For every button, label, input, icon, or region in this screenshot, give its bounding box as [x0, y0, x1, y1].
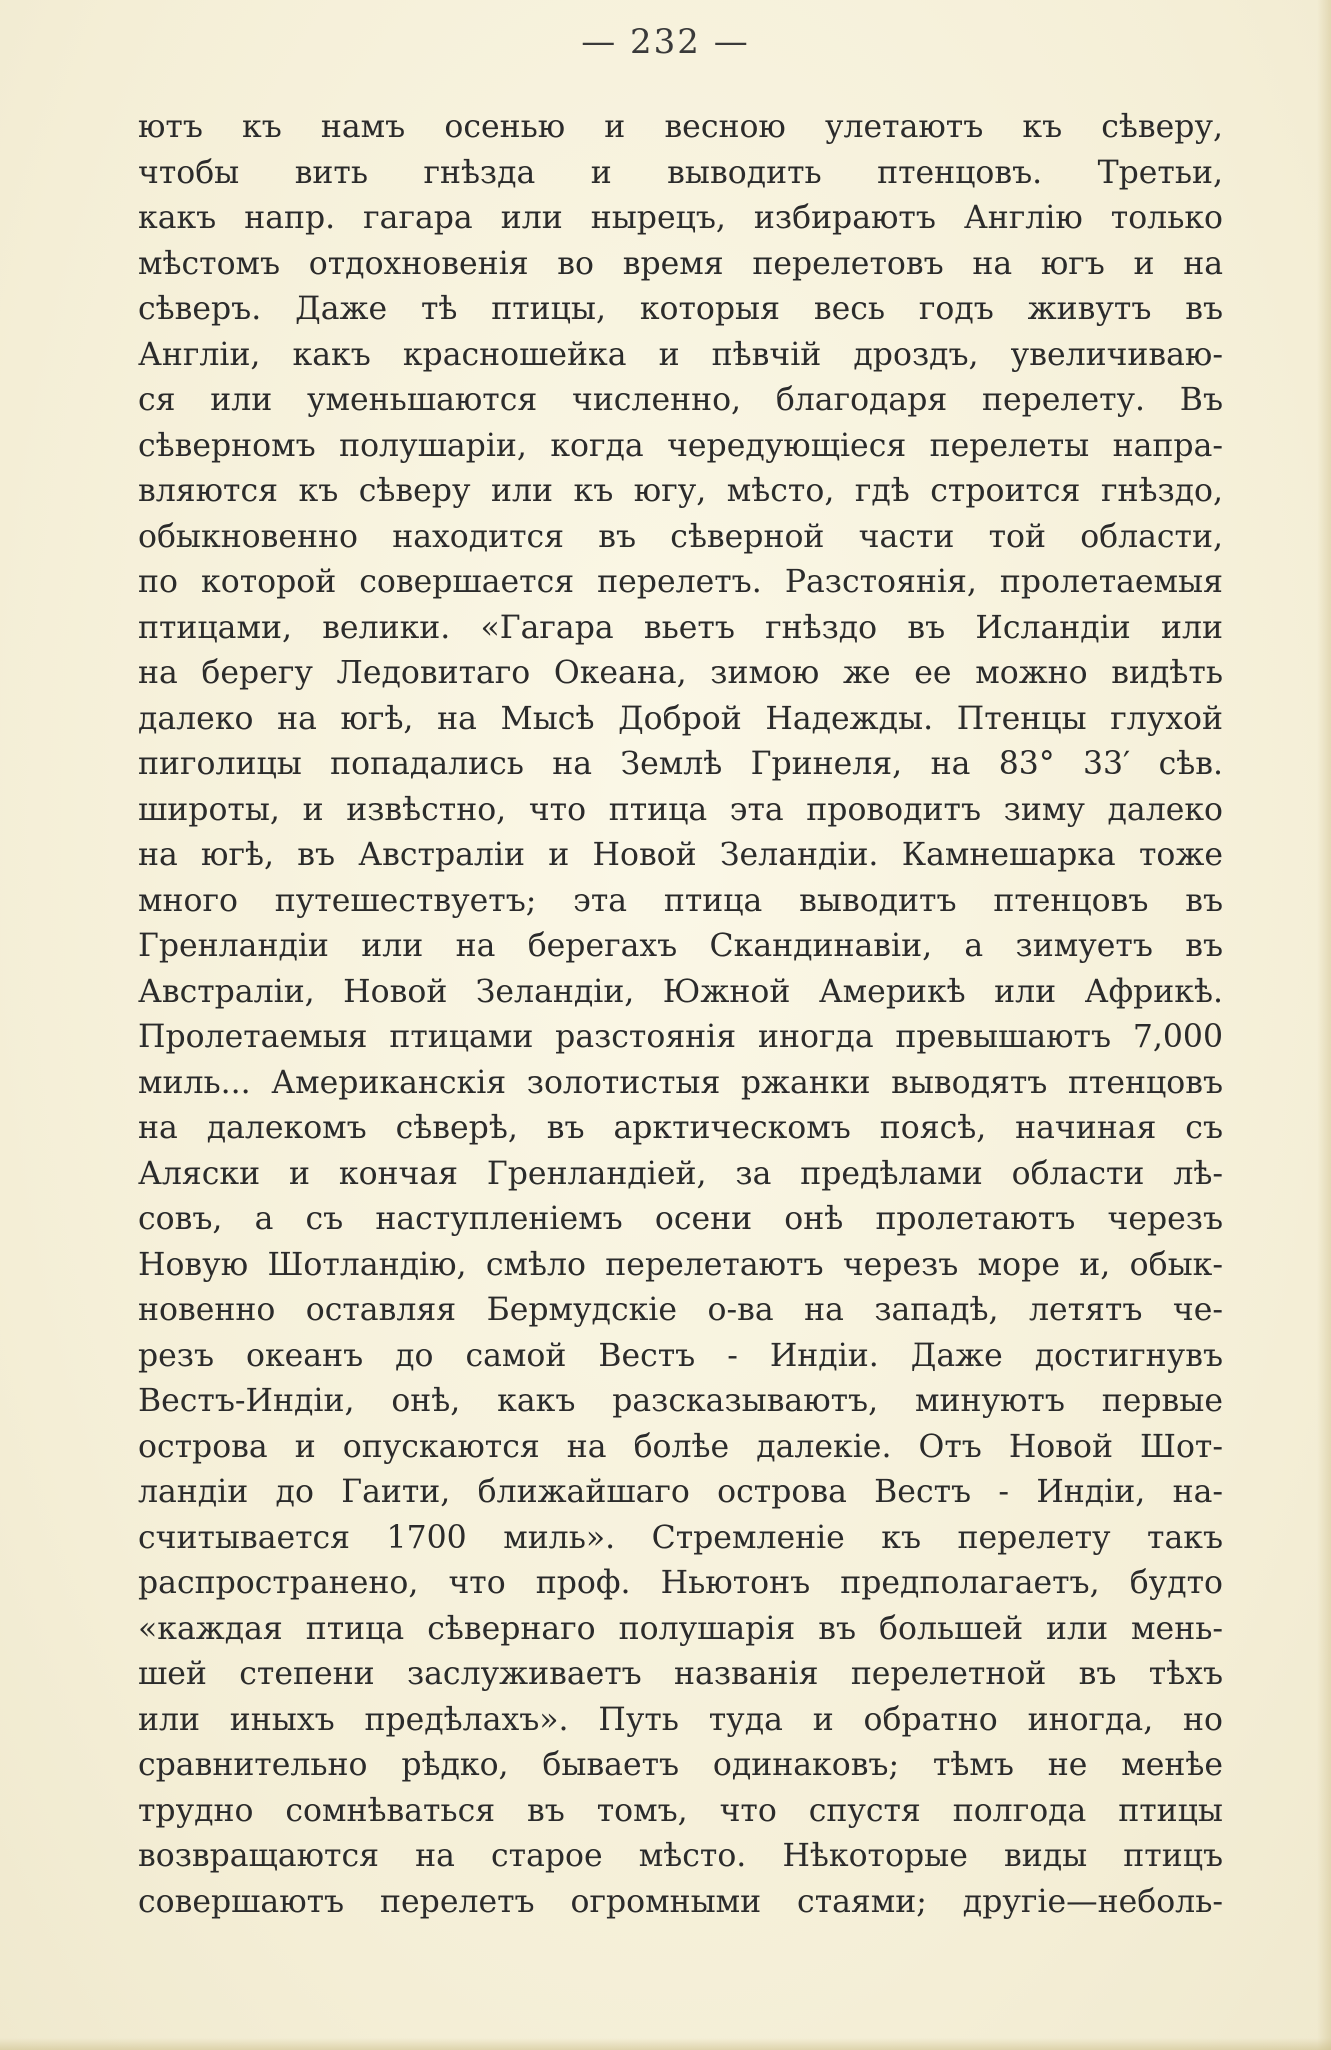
text-line: много путешествуетъ; эта птица выводитъ птенцовъ въ	[138, 882, 1223, 919]
text-line: миль... Американскія золотистыя ржанки выводятъ птенцовъ	[138, 1064, 1223, 1101]
text-line: мѣстомъ отдохновенія во время перелетовъ на югъ и на	[138, 245, 1223, 282]
text-line: сѣверъ. Даже тѣ птицы, которыя весь годъ живутъ въ	[138, 291, 1223, 327]
text-line: Вестъ-Индіи, онѣ, какъ разсказываютъ, минуютъ первые	[138, 1383, 1223, 1419]
text-line: или иныхъ предѣлахъ». Путь туда и обратно иногда, но	[138, 1701, 1223, 1738]
text-line: вляются къ сѣверу или къ югу, мѣсто, гдѣ строится гнѣздо,	[138, 473, 1223, 509]
text-line: совъ, а съ наступленіемъ осени онѣ пролетаютъ черезъ	[138, 1201, 1223, 1237]
text-line: распространено, что проф. Ньютонъ предполагаетъ, будто	[138, 1565, 1223, 1601]
text-line: ся или уменьшаются численно, благодаря перелету. Въ	[138, 382, 1223, 418]
text-line: Пролетаемыя птицами разстоянія иногда превышаютъ 7,000	[138, 1019, 1223, 1055]
text-line: трудно сомнѣваться въ томъ, что спустя полгода птицы	[138, 1792, 1223, 1829]
text-line: Австраліи, Новой Зеландіи, Южной Америкѣ или Африкѣ.	[138, 973, 1223, 1010]
page-bottom-shading	[0, 2038, 1331, 2050]
text-line: считывается 1700 миль». Стремленіе къ перелету такъ	[138, 1519, 1223, 1556]
text-line: Гренландіи или на берегахъ Скандинавіи, а зимуетъ въ	[138, 928, 1223, 964]
text-line: ландіи до Гаити, ближайшаго острова Вестъ - Индіи, на-	[138, 1474, 1223, 1510]
text-line: шей степени заслуживаетъ названія перелетной въ тѣхъ	[138, 1656, 1223, 1692]
text-line: совершаютъ перелетъ огромными стаями; другіе—неболь-	[138, 1883, 1223, 1920]
text-line: острова и опускаются на болѣе далекіе. Отъ Новой Шот-	[138, 1428, 1223, 1465]
text-line: на югѣ, въ Австраліи и Новой Зеландіи. Камнешарка тоже	[138, 837, 1223, 873]
text-line: по которой совершается перелетъ. Разстоянія, пролетаемыя	[138, 564, 1223, 600]
text-line: на берегу Ледовитаго Океана, зимою же ее можно видѣть	[138, 655, 1223, 691]
text-line: Аляски и кончая Гренландіей, за предѣлами области лѣ-	[138, 1155, 1223, 1192]
page-number: — 232 —	[581, 22, 750, 62]
text-line: резъ океанъ до самой Вестъ - Индіи. Даже достигнувъ	[138, 1337, 1223, 1374]
text-line: широты, и извѣстно, что птица эта проводитъ зиму далеко	[138, 791, 1223, 828]
text-line: на далекомъ сѣверѣ, въ арктическомъ поясѣ, начиная съ	[138, 1110, 1223, 1146]
text-line: далеко на югѣ, на Мысѣ Доброй Надежды. Птенцы глухой	[138, 700, 1223, 737]
body-text	[138, 105, 1223, 1925]
text-line: Новую Шотландію, смѣло перелетаютъ черезъ море и, обык-	[138, 1246, 1223, 1283]
text-line: пиголицы попадались на Землѣ Гринеля, на 83° 33′ сѣв.	[138, 746, 1223, 782]
page-edge-shading	[1317, 0, 1331, 2050]
text-line: обыкновенно находится въ сѣверной части той области,	[138, 518, 1223, 555]
text-line: возвращаются на старое мѣсто. Нѣкоторые виды птицъ	[138, 1838, 1223, 1874]
text-line: сѣверномъ полушаріи, когда чередующіеся перелеты напра-	[138, 427, 1223, 464]
text-line: новенно оставляя Бермудскіе о-ва на западѣ, летятъ че-	[138, 1292, 1223, 1328]
text-line: чтобы вить гнѣзда и выводить птенцовъ. Третьи,	[138, 154, 1223, 191]
text-line: ютъ къ намъ осенью и весною улетаютъ къ сѣверу,	[138, 109, 1223, 145]
text-line: сравнительно рѣдко, бываетъ одинаковъ; тѣмъ не менѣе	[138, 1747, 1223, 1783]
text-line: птицами, велики. «Гагара вьетъ гнѣздо въ Исландіи или	[138, 609, 1223, 646]
text-line: какъ напр. гагара или нырецъ, избираютъ Англію только	[138, 200, 1223, 236]
text-line: «каждая птица сѣвернаго полушарія въ большей или мень-	[138, 1610, 1223, 1647]
text-line: Англіи, какъ красношейка и пѣвчій дроздъ, увеличиваю-	[138, 336, 1223, 373]
